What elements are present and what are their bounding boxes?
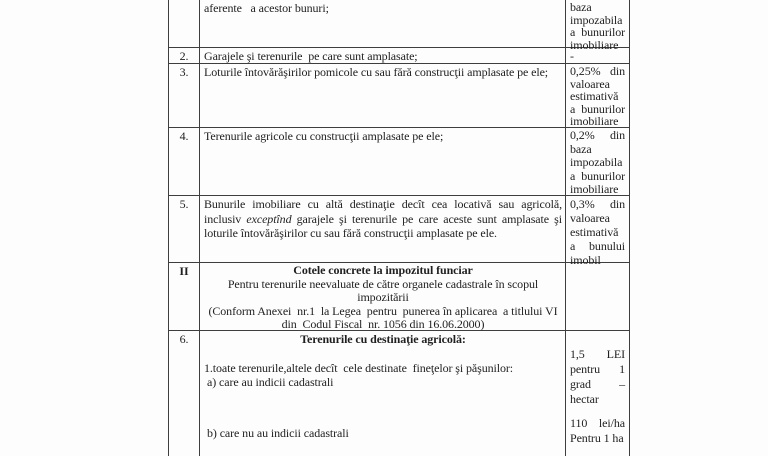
row-rate: 0,25% din valoarea estimativă a bunurilor imobiliare	[570, 64, 625, 128]
row-6-item-1: 1.toate terenurile,altele decît cele destinate fineţelor şi păşunilor:	[204, 360, 514, 375]
table-row-5	[169, 196, 629, 267]
row-6-title: Terenurile cu destinaţie agricolă:	[300, 332, 466, 346]
row-rate: -	[570, 49, 574, 63]
rate-grad-hectar: 1,5 LEI pentru 1 grad – hectar	[570, 347, 625, 406]
row-number: 5.	[169, 196, 200, 262]
row-number: 6.	[169, 331, 200, 456]
table-row-4	[169, 128, 629, 196]
row-rate	[566, 263, 627, 330]
row-number: 2.	[169, 48, 200, 63]
row-description: Loturile întovărăşirilor pomicole cu sau fără construcţii amplasate pe ele;	[200, 64, 566, 127]
row-description	[200, 331, 566, 456]
section-title: Cotele concrete la impozitul funciar	[293, 263, 473, 277]
description-italic-text: exceptînd	[246, 211, 292, 226]
description-text: Bunurile imobiliare cu altă destinaţie decît cea locativă sau agricolă, inclusiv	[204, 197, 562, 226]
table-row-3	[169, 64, 629, 128]
row-rate: baza impozabila a bunurilor imobiliare	[570, 0, 625, 52]
row-description: Garajele şi terenurile pe care sunt amplasate;	[200, 48, 566, 63]
row-rate	[566, 331, 627, 456]
description-text: garajele şi terenurile pe care aceste sunt amplasate şi loturile întovărăşirilor cu sau fără construcţii amplasate pe ele.	[204, 211, 562, 240]
row-description	[200, 196, 566, 262]
row-rate: 0,2% din baza impozabila a bunurilor imobiliare	[570, 128, 625, 196]
table-row-6	[169, 331, 629, 456]
table-row-continuation	[169, 0, 629, 52]
section-legal-note: (Conform Anexei nr.1 la Legea pentru punerea în aplicarea a titlului VI din Codul Fiscal nr. 1056 din 16.06.2000)	[208, 303, 561, 331]
tax-rate-table	[168, 0, 630, 456]
row-6-item-1a: a) care au indicii cadastrali	[207, 375, 334, 389]
row-rate: 0,3% din valoarea estimativă a bunului imobil	[570, 197, 625, 267]
row-number	[169, 0, 200, 47]
table-row-section-2	[169, 263, 629, 331]
row-description: Terenurile agricole cu construcţii amplasate pe ele;	[200, 128, 566, 195]
rate-per-ha: 110 lei/ha Pentru 1 ha	[570, 416, 625, 445]
section-subtitle: Pentru terenurile neevaluate de către organele cadastrale în scopul impozitării	[227, 276, 539, 304]
table-row-2	[169, 48, 629, 64]
row-number: 4.	[169, 128, 200, 195]
section-header	[200, 263, 566, 330]
section-number: II	[169, 263, 200, 330]
row-description: aferente a acestor bunuri;	[200, 0, 566, 47]
row-number: 3.	[169, 64, 200, 127]
row-6-item-1b: b) care nu au indicii cadastrali	[207, 425, 349, 440]
